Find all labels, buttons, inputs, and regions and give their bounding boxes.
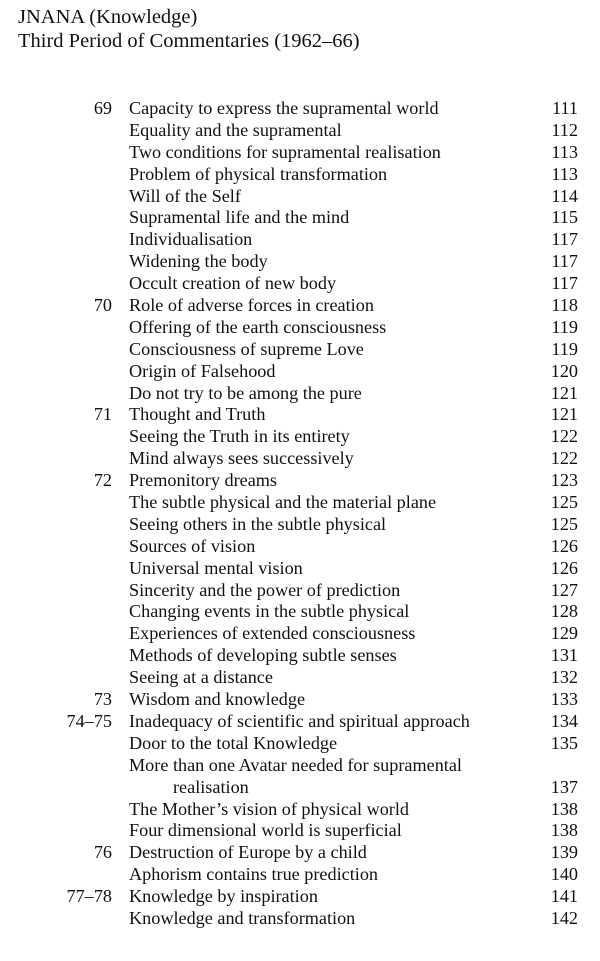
entry-page-number: 131 bbox=[550, 645, 578, 666]
entry-title: The Mother’s vision of physical world bbox=[129, 798, 410, 819]
section-header bbox=[18, 5, 360, 53]
toc-entry bbox=[0, 98, 600, 120]
entry-page-number: 139 bbox=[550, 842, 578, 863]
entry-page-number: 113 bbox=[551, 163, 578, 184]
toc-entry bbox=[0, 448, 600, 470]
toc-entry bbox=[0, 514, 600, 536]
toc-entry bbox=[0, 295, 600, 317]
entry-title: Seeing at a distance bbox=[129, 667, 273, 688]
toc-entry bbox=[0, 186, 600, 208]
toc-entry bbox=[0, 711, 600, 733]
entry-page-number: 121 bbox=[550, 404, 578, 425]
entry-title: Offering of the earth consciousness bbox=[129, 316, 387, 337]
entry-title: Consciousness of supreme Love bbox=[129, 338, 364, 359]
entry-title: Equality and the supramental bbox=[129, 119, 342, 140]
toc-entry bbox=[0, 842, 600, 864]
entry-title: Do not try to be among the pure bbox=[129, 382, 362, 403]
entry-title: Knowledge and transformation bbox=[129, 907, 356, 928]
toc-entry bbox=[0, 689, 600, 711]
toc-entry bbox=[0, 317, 600, 339]
toc-entry bbox=[0, 777, 600, 799]
entry-page-number: 118 bbox=[551, 295, 578, 316]
entry-title: Supramental life and the mind bbox=[129, 207, 350, 228]
entry-title: Sources of vision bbox=[129, 535, 256, 556]
toc-entry bbox=[0, 404, 600, 426]
toc-entry bbox=[0, 733, 600, 755]
entry-title: Origin of Falsehood bbox=[129, 360, 276, 381]
entry-title: Problem of physical transformation bbox=[129, 163, 388, 184]
entry-page-number: 142 bbox=[550, 907, 578, 928]
toc-entry bbox=[0, 142, 600, 164]
entry-number: 73 bbox=[93, 689, 112, 710]
toc-entry bbox=[0, 580, 600, 602]
entry-page-number: 121 bbox=[550, 382, 578, 403]
toc-entry bbox=[0, 120, 600, 142]
entry-title: Seeing the Truth in its entirety bbox=[129, 426, 350, 447]
entry-page-number: 128 bbox=[550, 601, 578, 622]
entry-page-number: 125 bbox=[550, 492, 578, 513]
entry-title: Occult creation of new body bbox=[129, 273, 337, 294]
entry-title: Individualisation bbox=[129, 229, 253, 250]
entry-page-number: 119 bbox=[551, 316, 578, 337]
entry-page-number: 115 bbox=[551, 207, 578, 228]
entry-page-number: 117 bbox=[551, 229, 578, 250]
section-subtitle: Third Period of Commentaries (1962–66) bbox=[18, 30, 360, 52]
entry-page-number: 134 bbox=[550, 710, 578, 731]
toc-entry bbox=[0, 755, 600, 777]
entry-title: The subtle physical and the material plane bbox=[129, 492, 437, 513]
entry-page-number: 117 bbox=[551, 251, 578, 272]
entry-title: Four dimensional world is superficial bbox=[129, 820, 402, 841]
entry-number: 74–75 bbox=[66, 710, 112, 731]
entry-title: Knowledge by inspiration bbox=[129, 886, 318, 907]
table-of-contents bbox=[0, 98, 600, 930]
entry-page-number: 120 bbox=[550, 360, 578, 381]
entry-title: Widening the body bbox=[129, 251, 268, 272]
entry-page-number: 138 bbox=[550, 798, 578, 819]
entry-title: Mind always sees successively bbox=[129, 448, 354, 469]
toc-entry bbox=[0, 251, 600, 273]
toc-entry bbox=[0, 623, 600, 645]
entry-title: Thought and Truth bbox=[129, 404, 266, 425]
entry-page-number: 135 bbox=[550, 732, 578, 753]
entry-title: Two conditions for supramental realisation bbox=[129, 141, 441, 162]
entry-page-number: 133 bbox=[550, 689, 578, 710]
entry-title: Inadequacy of scientific and spiritual approach bbox=[129, 710, 470, 731]
entry-title: Destruction of Europe by a child bbox=[129, 842, 367, 863]
entry-page-number: 126 bbox=[550, 535, 578, 556]
entry-title: Role of adverse forces in creation bbox=[129, 295, 374, 316]
entry-title: realisation bbox=[173, 776, 249, 797]
toc-entry bbox=[0, 667, 600, 689]
entry-title: Aphorism contains true prediction bbox=[129, 864, 379, 885]
toc-entry bbox=[0, 207, 600, 229]
toc-entry bbox=[0, 908, 600, 930]
toc-entry bbox=[0, 645, 600, 667]
entry-page-number: 114 bbox=[551, 185, 578, 206]
toc-entry bbox=[0, 820, 600, 842]
toc-entry bbox=[0, 426, 600, 448]
toc-entry bbox=[0, 383, 600, 405]
entry-page-number: 140 bbox=[550, 864, 578, 885]
toc-entry bbox=[0, 558, 600, 580]
entry-page-number: 117 bbox=[551, 273, 578, 294]
toc-entry bbox=[0, 229, 600, 251]
entry-page-number: 122 bbox=[550, 448, 578, 469]
entry-page-number: 138 bbox=[550, 820, 578, 841]
entry-page-number: 113 bbox=[551, 141, 578, 162]
entry-title: Experiences of extended consciousness bbox=[129, 623, 416, 644]
entry-page-number: 126 bbox=[550, 557, 578, 578]
entry-title: Will of the Self bbox=[129, 185, 241, 206]
entry-number: 70 bbox=[93, 295, 112, 316]
entry-title: Seeing others in the subtle physical bbox=[129, 513, 387, 534]
entry-number: 72 bbox=[93, 470, 112, 491]
entry-page-number: 111 bbox=[552, 98, 578, 118]
entry-number: 71 bbox=[93, 404, 112, 425]
entry-title: More than one Avatar needed for supramental bbox=[129, 754, 462, 775]
entry-title: Methods of developing subtle senses bbox=[129, 645, 397, 666]
toc-entry bbox=[0, 536, 600, 558]
entry-title: Capacity to express the supramental world bbox=[129, 98, 439, 118]
toc-entry bbox=[0, 273, 600, 295]
toc-entry bbox=[0, 601, 600, 623]
entry-page-number: 122 bbox=[550, 426, 578, 447]
entry-page-number: 129 bbox=[550, 623, 578, 644]
entry-title: Door to the total Knowledge bbox=[129, 732, 338, 753]
section-title: JNANA (Knowledge) bbox=[18, 6, 198, 28]
entry-title: Changing events in the subtle physical bbox=[129, 601, 410, 622]
entry-page-number: 123 bbox=[550, 470, 578, 491]
entry-title: Sincerity and the power of prediction bbox=[129, 579, 401, 600]
entry-page-number: 127 bbox=[550, 579, 578, 600]
toc-entry bbox=[0, 799, 600, 821]
entry-title: Wisdom and knowledge bbox=[129, 689, 306, 710]
toc-entry bbox=[0, 886, 600, 908]
entry-page-number: 137 bbox=[550, 776, 578, 797]
toc-entry bbox=[0, 470, 600, 492]
entry-page-number: 112 bbox=[551, 119, 578, 140]
entry-number: 77–78 bbox=[66, 886, 112, 907]
toc-entry bbox=[0, 361, 600, 383]
toc-entry bbox=[0, 492, 600, 514]
toc-entry bbox=[0, 864, 600, 886]
entry-title: Universal mental vision bbox=[129, 557, 303, 578]
entry-page-number: 119 bbox=[551, 338, 578, 359]
entry-page-number: 125 bbox=[550, 513, 578, 534]
entry-number: 69 bbox=[93, 98, 112, 118]
entry-title: Premonitory dreams bbox=[129, 470, 277, 491]
toc-entry bbox=[0, 339, 600, 361]
entry-page-number: 132 bbox=[550, 667, 578, 688]
toc-entry bbox=[0, 164, 600, 186]
entry-page-number: 141 bbox=[550, 886, 578, 907]
entry-number: 76 bbox=[93, 842, 112, 863]
